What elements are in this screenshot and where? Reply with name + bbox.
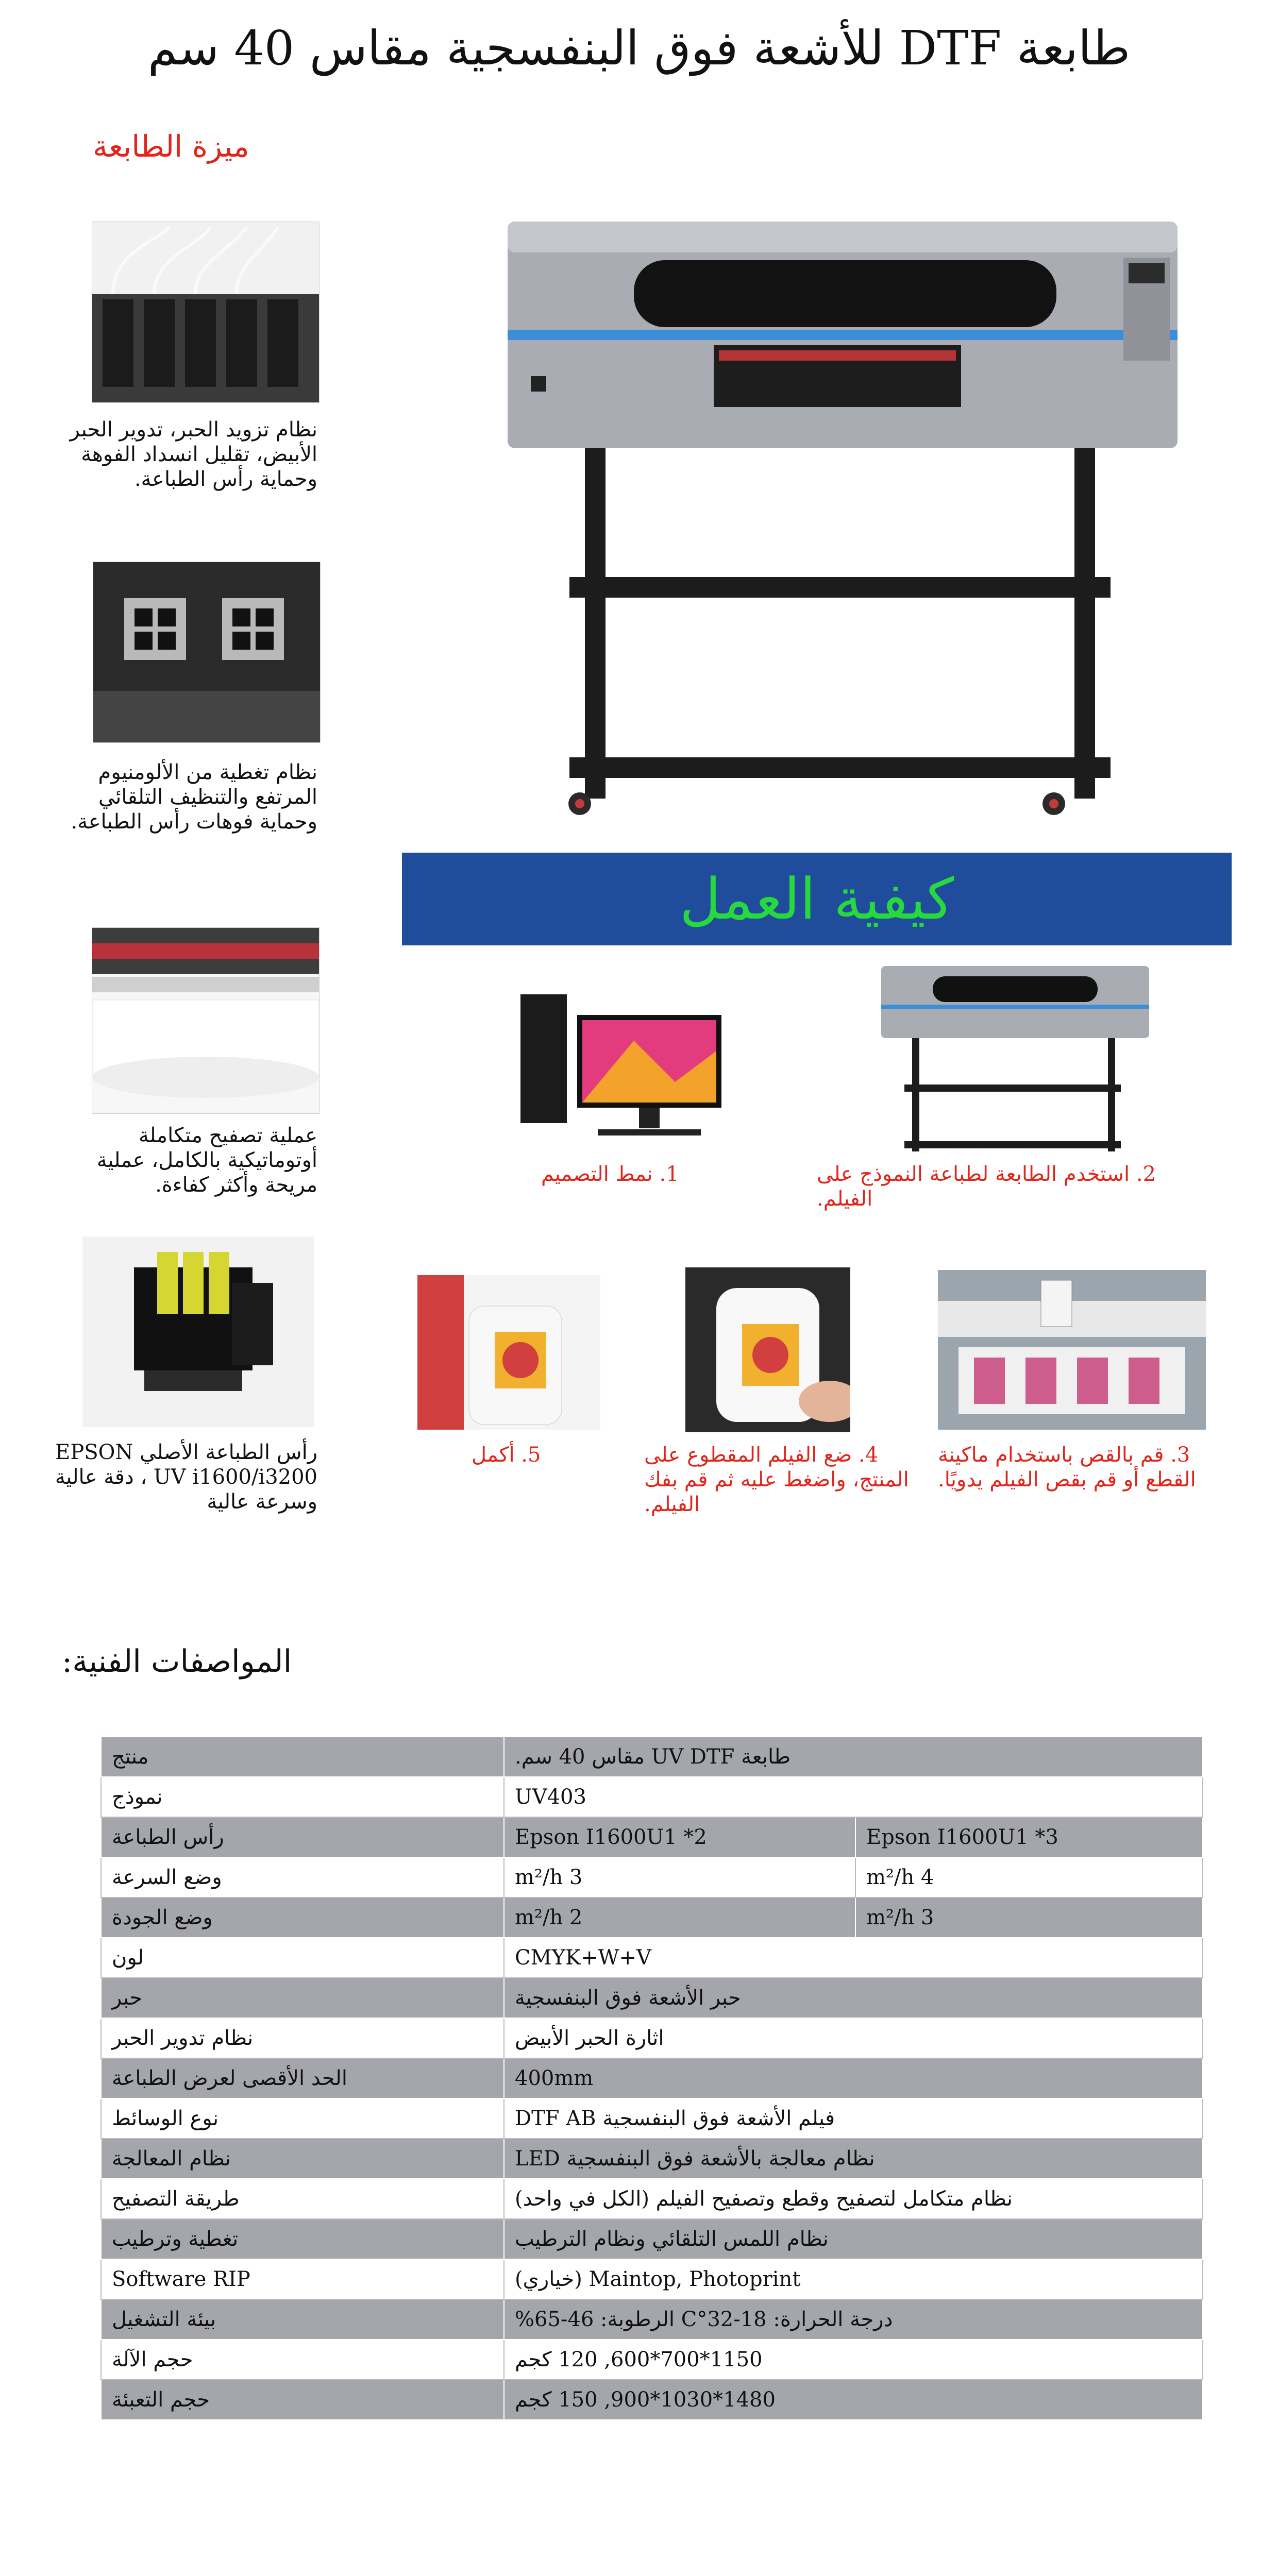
spec-key: نموذج bbox=[101, 1777, 504, 1817]
spec-value: CMYK+W+V bbox=[504, 1938, 1203, 1978]
spec-value: Maintop, Photoprint (خياري) bbox=[504, 2259, 1203, 2299]
table-row bbox=[101, 2340, 1203, 2380]
table-row bbox=[101, 1857, 1203, 1897]
step-1-caption: 1. نمط التصميم bbox=[541, 1162, 679, 1186]
spec-key: نظام تدوير الحبر bbox=[101, 2018, 504, 2058]
step-4-caption: 4. ضع الفيلم المقطوع على المنتج، واضغط عليه ثم قم بفك الفيلم. bbox=[644, 1443, 909, 1516]
table-row bbox=[101, 2299, 1203, 2340]
step-3-caption: 3. قم بالقص باستخدام ماكينة القطع أو قم بقص الفيلم يدويًا. bbox=[938, 1443, 1196, 1492]
spec-value: 3 m²/h bbox=[855, 1897, 1203, 1938]
table-row bbox=[101, 2259, 1203, 2299]
features-heading: ميزة الطابعة bbox=[93, 129, 249, 164]
spec-value: نظام متكامل لتصفيح وقطع وتصفيح الفيلم (الكل في واحد) bbox=[504, 2179, 1203, 2219]
spec-key: منتج bbox=[101, 1737, 504, 1777]
specs-heading: المواصفات الفنية: bbox=[62, 1643, 292, 1680]
spec-key: نظام المعالجة bbox=[101, 2139, 504, 2179]
spec-value: Epson I1600U1 *3 bbox=[855, 1817, 1203, 1857]
spec-key: Software RIP bbox=[101, 2259, 504, 2299]
design-computer-photo bbox=[520, 994, 727, 1149]
table-row bbox=[101, 2380, 1203, 2420]
table-row bbox=[101, 1817, 1203, 1857]
specs-table bbox=[100, 1736, 1203, 2420]
spec-key: لون bbox=[101, 1938, 504, 1978]
spec-value: 1150*700*600, 120 كجم bbox=[504, 2340, 1203, 2380]
lamination-roller-photo bbox=[92, 927, 320, 1114]
spec-key: بيئة التشغيل bbox=[101, 2299, 504, 2340]
spec-value: اثارة الحبر الأبيض bbox=[504, 2018, 1203, 2058]
finished-bottle-photo bbox=[417, 1275, 600, 1430]
spec-value: طابعة UV DTF مقاس 40 سم. bbox=[504, 1737, 1203, 1777]
spec-value: 4 m²/h bbox=[855, 1857, 1203, 1897]
spec-key: حجم التعبئة bbox=[101, 2380, 504, 2420]
step-5-caption: 5. أكمل bbox=[472, 1443, 541, 1467]
apply-film-photo bbox=[685, 1267, 850, 1432]
feature-text: عملية تصفيح متكاملة أوتوماتيكية بالكامل، عملية مريحة وأكثر كفاءة. bbox=[96, 1124, 317, 1197]
spec-key: رأس الطباعة bbox=[101, 1817, 504, 1857]
spec-value: Epson I1600U1 *2 bbox=[504, 1817, 855, 1857]
table-row bbox=[101, 2219, 1203, 2259]
spec-value: فيلم الأشعة فوق البنفسجية DTF AB bbox=[504, 2098, 1203, 2139]
feature-text: نظام تغطية من الألومنيوم المرتفع والتنظيف التلقائي وحماية فوهات رأس الطباعة. bbox=[71, 760, 317, 834]
spec-value: 3 m²/h bbox=[504, 1857, 855, 1897]
table-row bbox=[101, 1978, 1203, 2018]
how-it-works-banner: كيفية العمل bbox=[402, 853, 1232, 945]
table-row bbox=[101, 1777, 1203, 1817]
cutting-plotter-photo bbox=[938, 1270, 1206, 1430]
table-row bbox=[101, 2139, 1203, 2179]
table-row bbox=[101, 2179, 1203, 2219]
spec-key: وضع السرعة bbox=[101, 1857, 504, 1897]
spec-value: UV403 bbox=[504, 1777, 1203, 1817]
spec-key: وضع الجودة bbox=[101, 1897, 504, 1938]
spec-value: 400mm bbox=[504, 2058, 1203, 2098]
spec-key: نوع الوسائط bbox=[101, 2098, 504, 2139]
table-row bbox=[101, 1938, 1203, 1978]
table-row bbox=[101, 2098, 1203, 2139]
spec-value: درجة الحرارة: 18-32°C الرطوبة: 46-65% bbox=[504, 2299, 1203, 2340]
feature-text: رأس الطباعة الأصلي EPSON UV i1600/i3200 ، دقة عالية وسرعة عالية bbox=[55, 1440, 317, 1514]
table-row bbox=[101, 2018, 1203, 2058]
spec-key: الحد الأقصى لعرض الطباعة bbox=[101, 2058, 504, 2098]
uv-printer-small-photo bbox=[881, 966, 1149, 1162]
step-2-caption: 2. استخدم الطابعة لطباعة النموذج على الفيلم. bbox=[817, 1162, 1156, 1211]
ink-tubes-photo bbox=[92, 222, 320, 403]
feature-text: نظام تزويد الحبر، تدوير الحبر الأبيض، تقليل انسداد الفوهة وحماية رأس الطباعة. bbox=[70, 418, 317, 491]
table-row bbox=[101, 1897, 1203, 1938]
page-title: طابعة DTF للأشعة فوق البنفسجية مقاس 40 سم bbox=[147, 21, 1131, 76]
table-row bbox=[101, 1737, 1203, 1777]
uv-dtf-printer-photo bbox=[508, 222, 1178, 819]
spec-key: طريقة التصفيح bbox=[101, 2179, 504, 2219]
spec-key: حجم الآلة bbox=[101, 2340, 504, 2380]
spec-value: نظام معالجة بالأشعة فوق البنفسجية LED bbox=[504, 2139, 1203, 2179]
capping-station-photo bbox=[93, 562, 321, 743]
spec-value: نظام اللمس التلقائي ونظام الترطيب bbox=[504, 2219, 1203, 2259]
spec-value: 1480*1030*900, 150 كجم bbox=[504, 2380, 1203, 2420]
spec-key: تغطية وترطيب bbox=[101, 2219, 504, 2259]
spec-key: حبر bbox=[101, 1978, 504, 2018]
spec-value: 2 m²/h bbox=[504, 1897, 855, 1938]
spec-value: حبر الأشعة فوق البنفسجية bbox=[504, 1978, 1203, 2018]
table-row bbox=[101, 2058, 1203, 2098]
printhead-photo bbox=[82, 1236, 314, 1427]
